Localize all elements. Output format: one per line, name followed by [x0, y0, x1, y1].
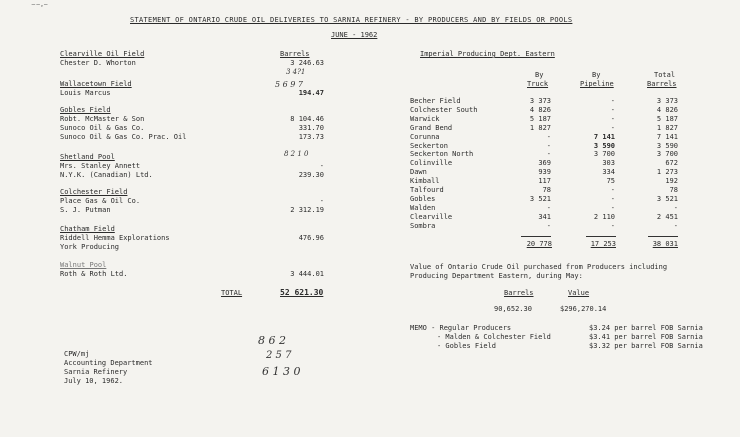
- producer-barrels: 3 444.01: [290, 270, 324, 278]
- field-name: Colchester South: [410, 105, 478, 114]
- total-barrels: 3 590: [656, 141, 678, 150]
- total-barrels: 38 031: [652, 240, 678, 248]
- field-name: Warwick: [410, 114, 440, 123]
- pipeline-barrels: -: [610, 105, 615, 114]
- pipeline-barrels: -: [610, 114, 615, 123]
- value-amount: $296,270.14: [560, 305, 607, 313]
- total-label: TOTAL: [221, 289, 243, 297]
- truck-barrels: 5 187: [529, 114, 551, 123]
- col-barrels: Barrels: [647, 80, 677, 88]
- truck-barrels: 341: [538, 212, 551, 221]
- footer-dept: Accounting Department: [64, 359, 153, 367]
- field-heading: Clearville Oil Field: [60, 50, 145, 58]
- pipeline-barrels: 2 110: [593, 212, 615, 221]
- value-text-line2: Producing Department Eastern, during May:: [410, 272, 583, 280]
- truck-barrels: 3 521: [529, 194, 551, 203]
- handwritten-note: 6 1 3 0: [262, 365, 301, 378]
- field-heading: Gobles Field: [60, 106, 111, 114]
- value-text-line1: Value of Ontario Crude Oil purchased from Producers including: [410, 263, 668, 271]
- col-by-truck: By: [535, 71, 544, 79]
- total-truck: 20 778: [526, 240, 552, 248]
- producer-barrels: 331.70: [298, 124, 324, 132]
- field-heading: Chatham Field: [60, 225, 115, 233]
- producer-name: York Producing: [60, 243, 120, 251]
- handwritten-note: 3 4?1: [286, 68, 306, 76]
- truck-barrels: -: [546, 150, 551, 159]
- document-title: STATEMENT OF ONTARIO CRUDE OIL DELIVERIES TO SARNIA REFINERY - BY PRODUCERS AND BY FIELDS OR POOLS: [130, 16, 573, 24]
- field-name: Clearville: [410, 212, 453, 221]
- truck-barrels: 4 826: [529, 105, 551, 114]
- producer-barrels: -: [319, 197, 324, 205]
- producer-name: N.Y.K. (Canadian) Ltd.: [60, 171, 153, 179]
- total-barrels: 192: [665, 177, 678, 186]
- pipeline-barrels: 334: [602, 168, 615, 177]
- memo-label: MEMO - Regular Producers: [410, 324, 512, 332]
- producer-barrels: 476.96: [298, 234, 324, 242]
- barrels-label: Barrels: [504, 289, 534, 297]
- pipeline-barrels: 303: [602, 159, 615, 168]
- pipeline-barrels: 75: [606, 177, 615, 186]
- field-heading: Shetland Pool: [60, 153, 115, 161]
- total-barrels: 4 826: [656, 105, 678, 114]
- total-pipeline: 17 253: [590, 240, 616, 248]
- truck-barrels: 3 373: [529, 97, 551, 105]
- total-barrels: 3 373: [656, 97, 678, 105]
- producer-name: Louis Marcus: [60, 89, 111, 97]
- field-name: Sombra: [410, 221, 436, 230]
- subtotal-rule: [648, 236, 678, 237]
- period-label: JUNE - 1962: [331, 31, 378, 39]
- producer-name: Riddell Hemma Explorations: [60, 234, 170, 242]
- truck-barrels: 1 827: [529, 123, 551, 132]
- truck-barrels: -: [546, 141, 551, 150]
- handwritten-note: 8 6 2: [258, 334, 286, 347]
- field-name: Corunna: [410, 132, 440, 141]
- pipeline-barrels: -: [610, 186, 615, 194]
- handwritten-note: 2 5 7: [266, 350, 292, 361]
- pipeline-barrels: 7 141: [593, 132, 615, 141]
- producer-name: Sunoco Oil & Gas Co.: [60, 124, 145, 132]
- footer-date: July 10, 1962.: [64, 377, 124, 385]
- producer-barrels: 3 246.63: [290, 59, 324, 67]
- producer-barrels: -: [319, 162, 324, 170]
- field-heading: Wallacetown Field: [60, 80, 132, 88]
- producer-name: Robt. McMaster & Son: [60, 115, 145, 123]
- pipeline-barrels: 3 590: [593, 141, 615, 150]
- memo-rate: $3.41 per barrel FOB Sarnia: [589, 333, 703, 341]
- producer-barrels: 194.47: [298, 89, 324, 97]
- total-barrels: 1 827: [656, 123, 678, 132]
- field-name: Colinville: [410, 159, 453, 168]
- memo-rate: $3.32 per barrel FOB Sarnia: [589, 342, 703, 350]
- total-barrels: 1 273: [656, 168, 678, 177]
- footer-initials: CPW/mj: [64, 350, 90, 358]
- truck-barrels: 369: [538, 159, 551, 168]
- total-value: 52 621.30: [280, 288, 324, 297]
- producer-barrels: 173.73: [298, 133, 324, 141]
- truck-barrels: 78: [542, 186, 551, 194]
- value-label: Value: [568, 289, 590, 297]
- truck-barrels: -: [546, 203, 551, 212]
- handwritten-note: 8 2 1 0: [284, 150, 309, 158]
- field-name: Walden: [410, 203, 436, 212]
- total-barrels: 3 700: [656, 150, 678, 159]
- total-barrels: -: [673, 221, 678, 230]
- imperial-header: Imperial Producing Dept. Eastern: [420, 50, 555, 58]
- col-by-pipeline: By: [592, 71, 601, 79]
- producer-barrels: 239.30: [298, 171, 324, 179]
- handwritten-note: 5 6 9 7: [275, 80, 303, 89]
- truck-barrels: -: [546, 221, 551, 230]
- pipeline-barrels: -: [610, 194, 615, 203]
- producer-barrels: 2 312.19: [290, 206, 324, 214]
- memo-label: - Malden & Colchester Field: [437, 333, 551, 341]
- truck-barrels: 939: [538, 168, 551, 177]
- total-barrels: 3 521: [656, 194, 678, 203]
- footer-refinery: Sarnia Refinery: [64, 368, 128, 376]
- producer-name: Place Gas & Oil Co.: [60, 197, 141, 205]
- pipeline-barrels: -: [610, 203, 615, 212]
- total-barrels: 2 451: [656, 212, 678, 221]
- field-name: Becher Field: [410, 97, 461, 105]
- col-pipeline: Pipeline: [580, 80, 614, 88]
- producer-name: Roth & Roth Ltd.: [60, 270, 128, 278]
- producer-name: Sunoco Oil & Gas Co. Prac. Oil: [60, 133, 187, 141]
- producer-barrels: 8 104.46: [290, 115, 324, 123]
- total-barrels: 672: [665, 159, 678, 168]
- field-name: Seckerton North: [410, 150, 474, 159]
- total-barrels: 5 187: [656, 114, 678, 123]
- field-heading: Colchester Field: [60, 188, 128, 196]
- producer-name: Chester D. Whorton: [60, 59, 136, 67]
- barrels-value: 90,652.30: [494, 305, 532, 313]
- pipeline-barrels: -: [610, 97, 615, 105]
- memo-rate: $3.24 per barrel FOB Sarnia: [589, 324, 703, 332]
- field-name: Talfourd: [410, 186, 444, 194]
- field-heading: Walnut Pool: [60, 261, 107, 269]
- producer-name: Mrs. Stanley Annett: [60, 162, 141, 170]
- field-name: Seckerton: [410, 141, 448, 150]
- corner-mark: ⁻⁻·⁻: [31, 2, 49, 12]
- pipeline-barrels: -: [610, 123, 615, 132]
- barrels-header: Barrels: [280, 50, 310, 58]
- total-barrels: 7 141: [656, 132, 678, 141]
- pipeline-barrels: -: [610, 221, 615, 230]
- pipeline-barrels: 3 700: [593, 150, 615, 159]
- col-truck: Truck: [527, 80, 549, 88]
- field-name: Dawn: [410, 168, 427, 177]
- producer-name: S. J. Putman: [60, 206, 111, 214]
- subtotal-rule: [521, 236, 551, 237]
- field-name: Kimball: [410, 177, 440, 186]
- memo-label: - Gobles Field: [437, 342, 497, 350]
- truck-barrels: -: [546, 132, 551, 141]
- field-name: Grand Bend: [410, 123, 453, 132]
- total-barrels: -: [673, 203, 678, 212]
- total-barrels: 78: [669, 186, 678, 194]
- field-name: Gobles: [410, 194, 436, 203]
- col-total: Total: [654, 71, 676, 79]
- subtotal-rule: [586, 236, 616, 237]
- truck-barrels: 117: [538, 177, 551, 186]
